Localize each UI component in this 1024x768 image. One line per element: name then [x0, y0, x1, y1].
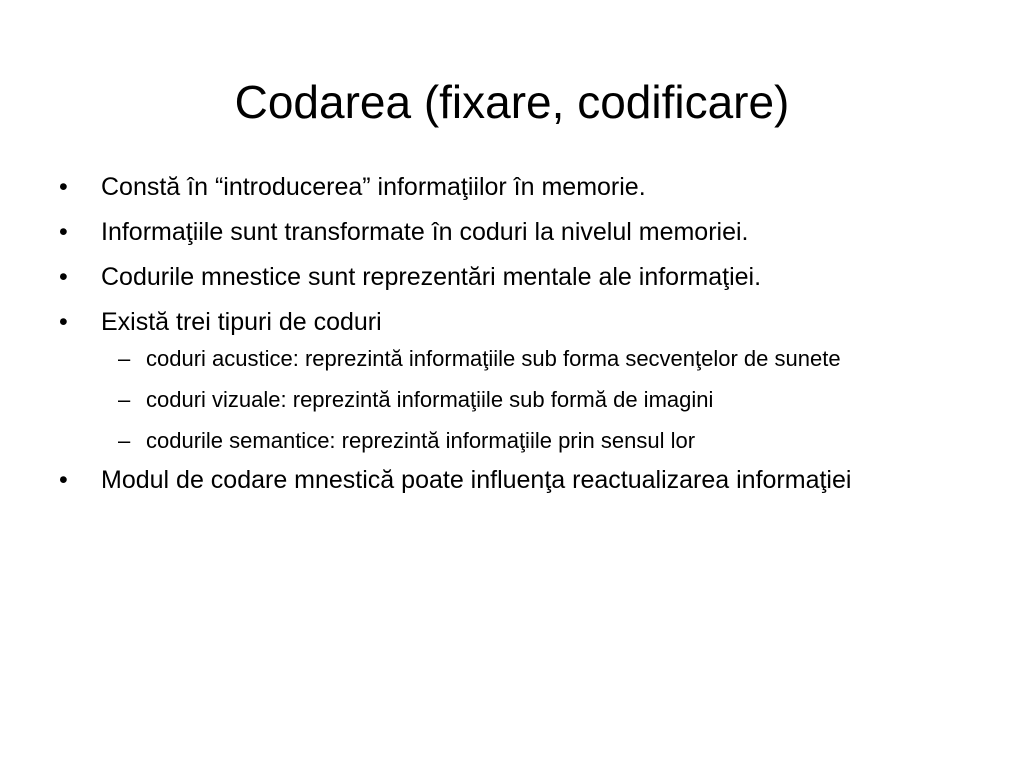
slide-title: Codarea (fixare, codificare): [234, 76, 790, 128]
bullet-text: Constă în “introducerea” informaţiilor în memorie.: [101, 173, 646, 201]
bullet-marker: •: [59, 466, 68, 494]
sub-bullet-text: coduri acustice: reprezintă informaţiile sub forma secvenţelor de sunete: [146, 346, 841, 371]
bullet-marker: •: [59, 263, 68, 291]
bullet-item: [56, 172, 976, 203]
bullet-text: Modul de codare mnestică poate influenţa reactualizarea informaţiei: [101, 466, 852, 494]
bullet-item: [56, 465, 976, 496]
bullet-item: [56, 307, 976, 338]
sub-bullet-text: coduri vizuale: reprezintă informaţiile sub formă de imagini: [146, 387, 714, 412]
bullet-text: Există trei tipuri de coduri: [101, 308, 382, 336]
sub-bullet-marker: –: [118, 387, 131, 412]
bullet-marker: •: [59, 308, 68, 336]
sub-bullet-marker: –: [118, 428, 131, 453]
bullet-item: [56, 262, 976, 293]
sub-bullet-item: [101, 342, 976, 375]
sub-bullet-marker: –: [118, 346, 131, 371]
bullet-item: [56, 217, 976, 248]
bullet-marker: •: [59, 218, 68, 246]
sub-bullet-text: codurile semantice: reprezintă informaţiile prin sensul lor: [146, 428, 696, 453]
bullet-text: Codurile mnestice sunt reprezentări mentale ale informaţiei.: [101, 263, 762, 291]
sub-bullet-item: [101, 383, 976, 416]
bullet-list: [56, 172, 976, 510]
sub-bullet-item: [101, 424, 976, 457]
bullet-marker: •: [59, 173, 68, 201]
bullet-text: Informaţiile sunt transformate în coduri la nivelul memoriei.: [101, 218, 749, 246]
